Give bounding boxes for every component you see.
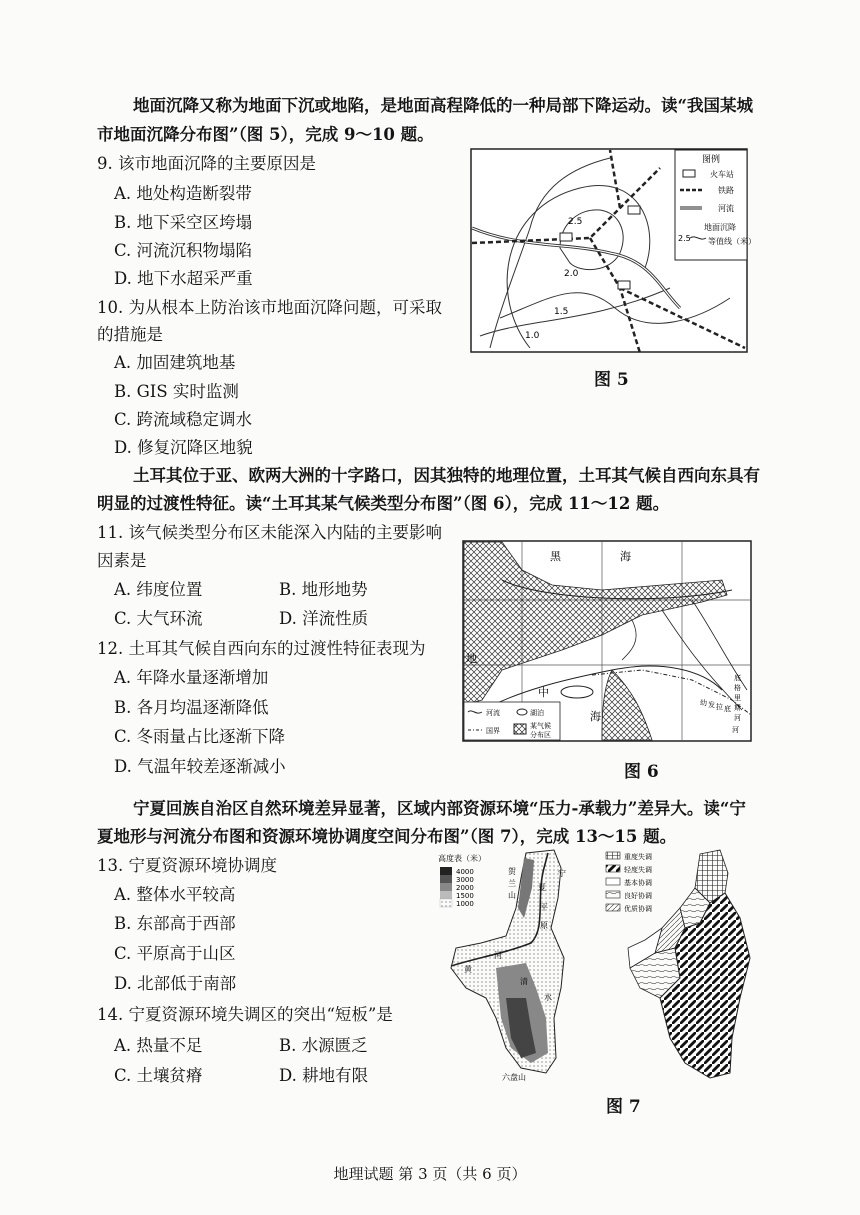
q13-option-c[interactable]: C. 平原高于山区 [114,944,236,963]
q12-option-c[interactable]: C. 冬雨量占比逐渐下降 [114,727,286,746]
contour-label-2-5: 2.5 [568,217,583,227]
q12-option-b[interactable]: B. 各月均温逐渐降低 [114,698,269,717]
q13-option-b[interactable]: B. 东部高于西部 [114,914,236,933]
q12-option-d[interactable]: D. 气温年较差逐渐减小 [114,757,286,776]
good-coordination-legend-icon [606,891,620,898]
severe-imbalance-legend-icon [606,852,620,859]
fig7-label-ning: 宁 [558,869,566,878]
intro-13-15-line1: 宁夏回族自治区自然环境差异显著，区域内部资源环境“压力-承载力”差异大。读“宁 [133,799,746,818]
fig6-label-zhong: 中 [538,686,549,699]
climate-zone-legend-icon [514,724,526,734]
q11-option-c[interactable]: C. 大气环流 [114,609,203,628]
elevation-label-2000: 2000 [456,884,474,892]
q11-option-a[interactable]: A. 纬度位置 [114,580,203,599]
q10-stem-line1: 10. 为从根本上防治该市地面沉降问题，可采取 [97,298,442,317]
q14-option-d[interactable]: D. 耕地有限 [279,1066,369,1085]
q11-stem-line2: 因素是 [97,551,147,570]
fig5-legend-railway: 铁路 [718,186,734,195]
fig7-label-shui: 水 [544,993,552,1002]
q13-stem: 13. 宁夏资源环境协调度 [97,856,277,875]
fig6-side-label-9: 底 [724,705,731,713]
q11-stem-line1: 11. 该气候类型分布区未能深入内陆的主要影响 [97,523,442,542]
fig7-label-huang: 黄 [464,965,472,974]
q10-stem-line2: 的措施是 [97,325,163,344]
legend-excellent-coordination: 优质协调 [624,905,652,913]
fig6-legend-climate: 某气候 [530,722,551,730]
legend-basic-coordination: 基本协调 [624,879,652,887]
fig7-label-liupanshan: 六盘山 [502,1073,526,1082]
contour-label-2-0: 2.0 [564,269,579,279]
fig6-label-sea-2: 海 [590,710,601,723]
excellent-coordination-legend-icon [606,904,620,911]
q11-option-d[interactable]: D. 洋流性质 [279,609,369,628]
fig5-legend-river: 河流 [718,204,734,213]
lake-legend-icon [517,709,527,715]
elevation-swatch-2000 [440,883,452,891]
fig6-side-label-7: 发 [708,701,715,709]
elevation-label-1500: 1500 [456,892,474,900]
fig7-label-river: 河 [494,951,502,960]
intro-13-15-line2: 夏地形与河流分布图和资源环境协调度空间分布图”（图 7），完成 13～15 题。 [97,827,677,846]
basic-coordination-legend-icon [606,878,620,885]
q14-option-a[interactable]: A. 热量不足 [114,1036,203,1055]
fig7-label-shan: 山 [508,891,516,900]
contour-label-1-5: 1.5 [554,307,569,317]
q9-option-a[interactable]: A. 地处构造断裂带 [114,184,252,203]
figure-7-caption: 图 7 [606,1097,641,1117]
figure-7-coordination-map [600,848,780,1088]
fig6-label-sea-1: 海 [620,550,631,563]
figure-5-caption: 图 5 [594,370,629,390]
legend-severe-imbalance: 重度失调 [624,853,652,861]
intro-9-10-line2: 市地面沉降分布图”（图 5），完成 9～10 题。 [97,125,434,144]
figure-6-map [462,540,752,742]
fig5-legend-station: 火车站 [710,170,734,179]
q9-stem: 9. 该市地面沉降的主要原因是 [97,154,316,173]
q9-option-c[interactable]: C. 河流沉积物塌陷 [114,241,253,260]
q10-option-c[interactable]: C. 跨流域稳定调水 [114,410,253,429]
fig7-label-lan: 兰 [508,879,516,888]
fig6-side-label-1: 底 [734,674,741,682]
fig7-label-yuan: 原 [540,921,548,930]
elevation-label-1000: 1000 [456,900,474,908]
fig6-side-label-4: 斯 [734,704,741,712]
fig6-side-label-3: 里 [734,694,741,702]
fig6-label-di: 地 [466,652,477,665]
fig5-legend-title: 图例 [702,155,721,165]
fig7-label-xia: 夏 [538,883,546,892]
fig6-side-label-2: 格 [734,684,741,692]
q12-stem: 12. 土耳其气候自西向东的过渡性特征表现为 [97,639,426,658]
fig7-label-ping: 平 [540,903,548,912]
mild-imbalance-legend-icon [606,865,620,872]
fig5-legend-subsidence: 地面沉降 [704,223,736,232]
fig6-label-black: 黑 [550,550,561,563]
elevation-legend-title: 高度表（米） [438,854,486,863]
fig7-label-he: 贺 [508,867,516,876]
elevation-swatch-4000 [440,867,452,875]
q10-option-a[interactable]: A. 加固建筑地基 [114,353,236,372]
figure-5-map [470,148,756,353]
elevation-swatch-3000 [440,875,452,883]
fig6-side-label-10: 河 [732,726,739,734]
page-footer: 地理试题 第 3 页（共 6 页） [333,1165,527,1183]
elevation-swatch-1500 [440,891,452,899]
fig5-legend-contour: 等值线（米） [708,237,756,246]
q10-option-b[interactable]: B. GIS 实时监测 [114,382,239,401]
station-legend-icon [683,170,695,177]
fig5-legend-sample: 2.5 [678,234,691,243]
legend-mild-imbalance: 轻度失调 [624,866,652,874]
intro-11-12-line1: 土耳其位于亚、欧两大洲的十字路口，因其独特的地理位置，土耳其气候自西向东具有 [133,466,760,485]
fig6-side-label-6: 幼 [700,699,707,707]
fig6-legend-lake: 湖泊 [530,709,544,717]
elevation-label-4000: 4000 [456,868,474,876]
contour-label-1-0: 1.0 [525,331,540,341]
q11-option-b[interactable]: B. 地形地势 [279,580,368,599]
q13-option-d[interactable]: D. 北部低于南部 [114,974,237,993]
q12-option-a[interactable]: A. 年降水量逐渐增加 [114,668,269,687]
fig6-legend-river: 河流 [486,709,500,717]
figure-6-caption: 图 6 [624,762,659,782]
q14-option-b[interactable]: B. 水源匮乏 [279,1036,368,1055]
fig6-side-label-8: 拉 [716,703,723,711]
q13-option-a[interactable]: A. 整体水平较高 [114,885,236,904]
fig6-side-label-5: 河 [734,714,741,722]
q9-option-d[interactable]: D. 地下水超采严重 [114,269,253,288]
legend-good-coordination: 良好协调 [624,892,652,900]
elevation-label-3000: 3000 [456,876,474,884]
fig7-label-qing: 清 [520,977,528,986]
q9-option-b[interactable]: B. 地下采空区垮塌 [114,213,253,232]
figure-7-terrain-map [436,848,596,1088]
fig6-legend-border: 国界 [486,727,500,735]
fig6-legend-zone: 分布区 [530,731,551,739]
intro-11-12-line2: 明显的过渡性特征。读“土耳其某气候类型分布图”（图 6），完成 11～12 题。 [97,494,670,513]
q10-option-d[interactable]: D. 修复沉降区地貌 [114,438,253,457]
q14-option-c[interactable]: C. 土壤贫瘠 [114,1066,203,1085]
q14-stem: 14. 宁夏资源环境失调区的突出“短板”是 [97,1005,393,1024]
elevation-swatch-1000 [440,899,452,907]
intro-9-10-line1: 地面沉降又称为地面下沉或地陷，是地面高程降低的一种局部下降运动。读“我国某城 [133,96,753,115]
